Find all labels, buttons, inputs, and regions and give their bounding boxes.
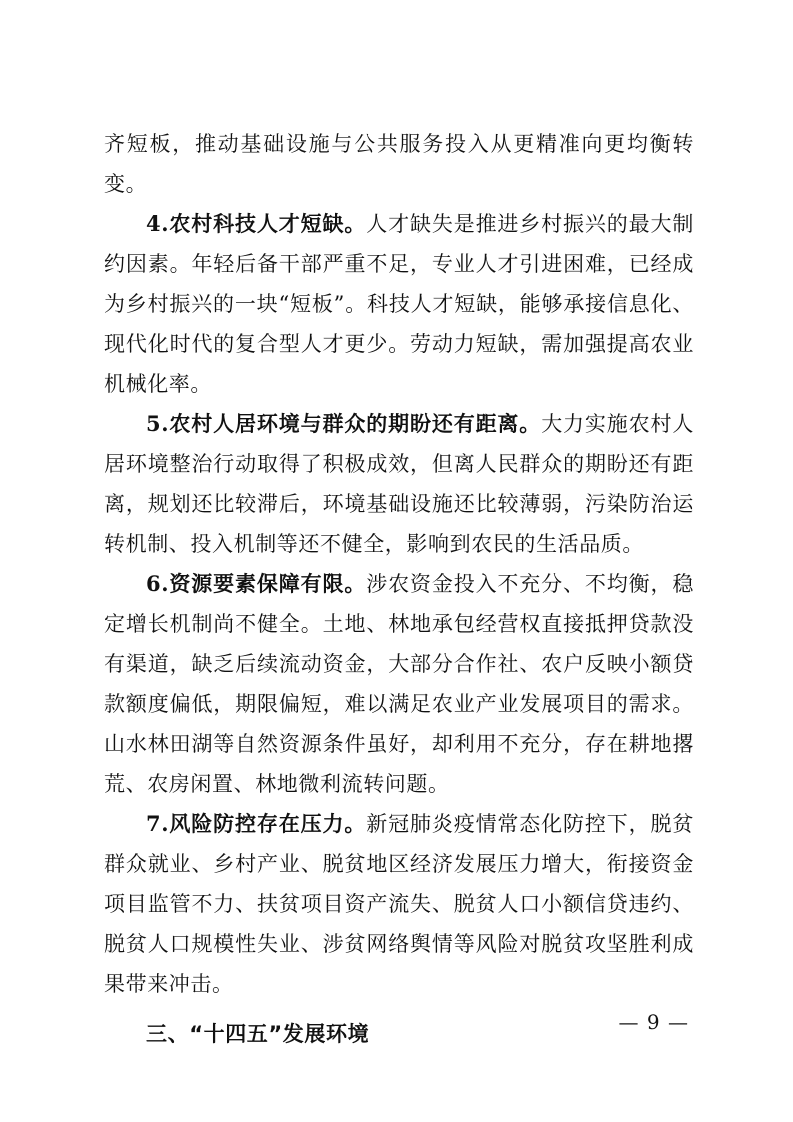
section-heading: 三、“十四五”发展环境 — [146, 1022, 370, 1046]
paragraph-continuation — [104, 124, 694, 204]
paragraph-lead: 7.风险防控存在压力。 — [146, 811, 367, 836]
paragraph-rural-living-environment — [104, 404, 694, 564]
paragraph-resource-guarantee — [104, 564, 694, 804]
document-body — [104, 124, 694, 1054]
paragraph-text: 涉农资金投入不充分、不均衡，稳定增长机制尚不健全。土地、林地承包经营权直接抵押贷款没有渠道，缺乏后续流动资金，大部分合作社、农户反映小额贷款额度偏低，期限偏短，难以满足农业产业发展项目的需求。山水林田湖等自然资源条件虽好，却利用不充分，存在耕地撂荒、农房闲置、林地微利流转问题。 — [104, 572, 694, 796]
paragraph-text: 齐短板，推动基础设施与公共服务投入从更精准向更均衡转变。 — [104, 132, 694, 196]
paragraph-rural-talent-shortage — [104, 204, 694, 404]
paragraph-text: 新冠肺炎疫情常态化防控下，脱贫群众就业、乡村产业、脱贫地区经济发展压力增大，衔接资金项目监管不力、扶贫项目资产流失、脱贫人口小额信贷违约、脱贫人口规模性失业、涉贫网络舆情等风险对脱贫攻坚胜利成果带来冲击。 — [104, 812, 694, 996]
page-number: — 9 — — [618, 1010, 689, 1034]
paragraph-text: 人才缺失是推进乡村振兴的最大制约因素。年轻后备干部严重不足，专业人才引进困难，已经成为乡村振兴的一块“短板”。科技人才短缺，能够承接信息化、现代化时代的复合型人才更少。劳动力短缺，需加强提高农业机械化率。 — [104, 212, 694, 396]
paragraph-lead: 4.农村科技人才短缺。 — [146, 211, 367, 236]
paragraph-risk-control — [104, 804, 694, 1004]
paragraph-text: 大力实施农村人居环境整治行动取得了积极成效，但离人民群众的期盼还有距离，规划还比较滞后，环境基础设施还比较薄弱，污染防治运转机制、投入机制等还不健全，影响到农民的生活品质。 — [104, 412, 695, 556]
paragraph-lead: 5.农村人居环境与群众的期盼还有距离。 — [146, 411, 542, 436]
paragraph-lead: 6.资源要素保障有限。 — [146, 571, 367, 596]
